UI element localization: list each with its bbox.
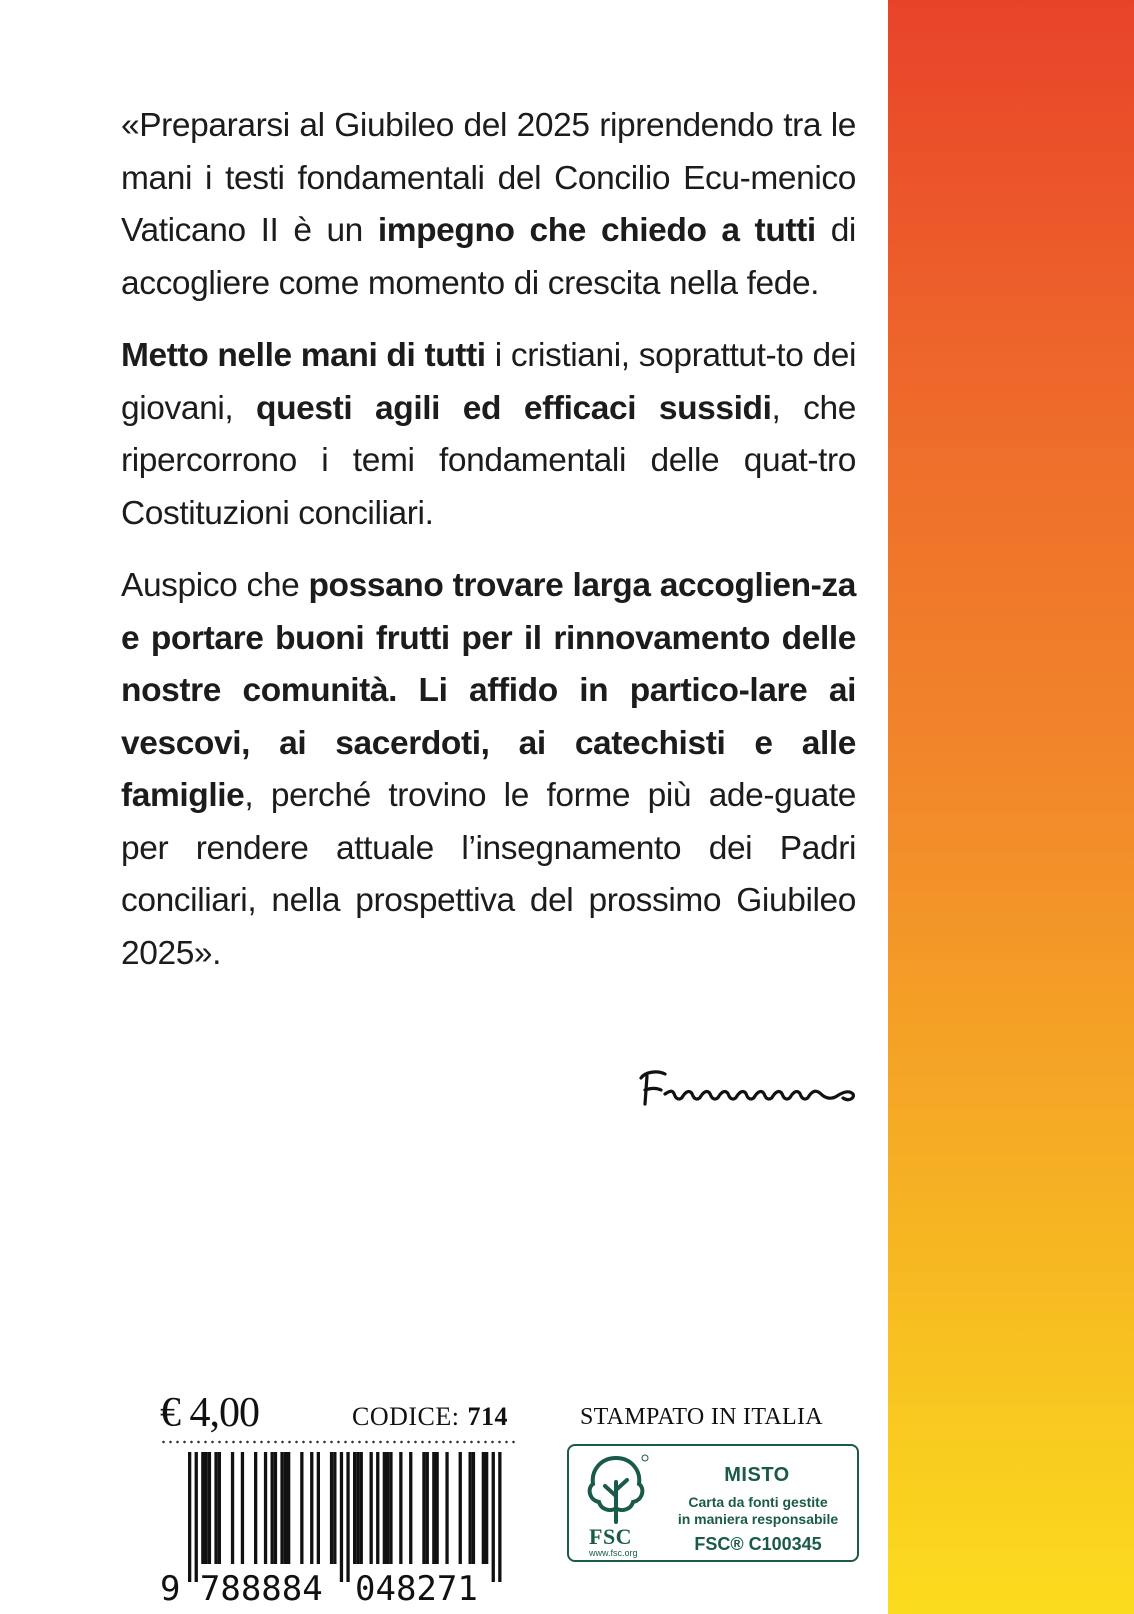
- barcode-bar: [498, 1452, 501, 1582]
- barcode-bar: [340, 1452, 343, 1582]
- barcode-bar: [399, 1452, 402, 1564]
- barcode-bar: [300, 1452, 303, 1564]
- barcode-bar: [346, 1452, 349, 1582]
- dotted-divider: [160, 1440, 516, 1444]
- barcode-bar: [353, 1452, 356, 1564]
- barcode-bar: [280, 1452, 283, 1564]
- barcode-bar: [310, 1452, 313, 1564]
- barcode-bar: [482, 1452, 485, 1564]
- barcode-bar: [218, 1452, 221, 1564]
- barcode-bar: [389, 1452, 392, 1564]
- fsc-logo-label: FSC: [589, 1524, 633, 1549]
- product-code: [352, 1402, 508, 1432]
- barcode-bar: [264, 1452, 267, 1564]
- text-run: tro Costituzioni conciliari.: [121, 442, 856, 532]
- barcode-bar: [201, 1452, 204, 1564]
- barcode-bar: [376, 1452, 379, 1564]
- barcode-bar: [469, 1452, 472, 1564]
- bold-text: questi agili ed efficaci sussidi: [256, 389, 772, 427]
- barcode-bar: [370, 1452, 373, 1564]
- barcode-bar: [426, 1452, 429, 1564]
- barcode-bar: [214, 1452, 217, 1564]
- barcode-right-digits: 048271: [355, 1569, 478, 1607]
- text-run: , perché trovino le forme più ade-: [244, 777, 775, 814]
- text-run: to dei giovani,: [121, 337, 856, 427]
- barcode-bar: [459, 1452, 462, 1564]
- isbn-barcode: [160, 1452, 520, 1607]
- barcode-bar: [274, 1452, 277, 1564]
- barcode-bar: [432, 1452, 435, 1564]
- barcode-bar: [317, 1452, 320, 1564]
- bold-text: impegno che chiedo a tutti: [377, 212, 816, 249]
- barcode-bar: [386, 1452, 389, 1564]
- text-run: , che ripercorrono i temi fondamentali delle quat-: [121, 389, 856, 479]
- codice-value: 714: [467, 1402, 508, 1431]
- fsc-text-line-1: Carta da fonti gestite: [688, 1494, 828, 1510]
- text-run: Auspico che: [121, 567, 309, 604]
- barcode-bar: [271, 1452, 274, 1564]
- barcode-bar: [422, 1452, 425, 1564]
- quote-paragraph-1: [121, 100, 856, 310]
- barcode-bar: [287, 1452, 290, 1564]
- barcode-bar: [241, 1452, 244, 1564]
- fsc-url: www.fsc.org: [589, 1548, 638, 1558]
- barcode-bar: [333, 1452, 336, 1564]
- fsc-text-line-2: in maniera responsabile: [677, 1511, 839, 1527]
- color-spine: [888, 0, 1134, 1614]
- barcode-bar: [254, 1452, 257, 1564]
- quote-paragraph-2: [121, 330, 856, 540]
- barcode-bar: [231, 1452, 234, 1564]
- bold-text: Metto nelle mani di tutti: [121, 337, 486, 374]
- barcode-bar: [485, 1452, 488, 1564]
- barcode-left-digits: 788884: [199, 1569, 323, 1607]
- barcode-bar: [284, 1452, 287, 1564]
- text-run: «Prepararsi al Giubileo del 2025 riprendendo tra le mani i testi fondamentali del Concilio Ecu-: [121, 107, 856, 197]
- codice-label: CODICE:: [352, 1402, 460, 1431]
- barcode-bar: [330, 1452, 333, 1564]
- signature-francesco: [635, 1060, 860, 1110]
- printed-in-italy: STAMPATO IN ITALIA: [580, 1404, 823, 1430]
- barcode-bar: [360, 1452, 363, 1564]
- barcode-bar: [356, 1452, 359, 1564]
- fsc-description: [669, 1494, 847, 1528]
- text-run: guate per rendere attuale l’insegnamento dei Padri conciliari, nella prospettiva del prossimo Giubileo 2025».: [121, 777, 856, 972]
- text-run: di accogliere come momento di crescita nella fede.: [121, 212, 856, 302]
- bold-text: lare ai vescovi, ai sacerdoti, ai catechisti e alle famiglie: [121, 672, 856, 814]
- text-run: menico Vaticano II è un: [121, 159, 856, 249]
- text-run: i cristiani, soprattut-: [485, 337, 777, 374]
- fsc-code: FSC® C100345: [694, 1534, 822, 1554]
- barcode-bar: [205, 1452, 208, 1564]
- barcode-bar: [188, 1452, 191, 1582]
- barcode-bar: [436, 1452, 439, 1564]
- fsc-misto: MISTO: [724, 1464, 790, 1486]
- barcode-first-digit: 9: [160, 1569, 181, 1607]
- barcode-bar: [445, 1452, 448, 1564]
- barcode-bar: [383, 1452, 386, 1564]
- bold-text: possano trovare larga accoglien-: [308, 567, 822, 604]
- quote-paragraph-3: [121, 560, 856, 980]
- barcode-bar: [492, 1452, 495, 1582]
- price: € 4,00: [160, 1390, 259, 1436]
- fsc-badge: [567, 1444, 859, 1562]
- pope-quote: [121, 100, 856, 1000]
- barcode-bar: [472, 1452, 475, 1564]
- barcode-bar: [195, 1452, 198, 1582]
- bold-text: za e portare buoni frutti per il rinnovamento delle nostre comunità. Li affido in partico-: [121, 567, 856, 709]
- barcode-bar: [208, 1452, 211, 1564]
- barcode-bar: [409, 1452, 412, 1564]
- fsc-tree-icon: [581, 1452, 651, 1524]
